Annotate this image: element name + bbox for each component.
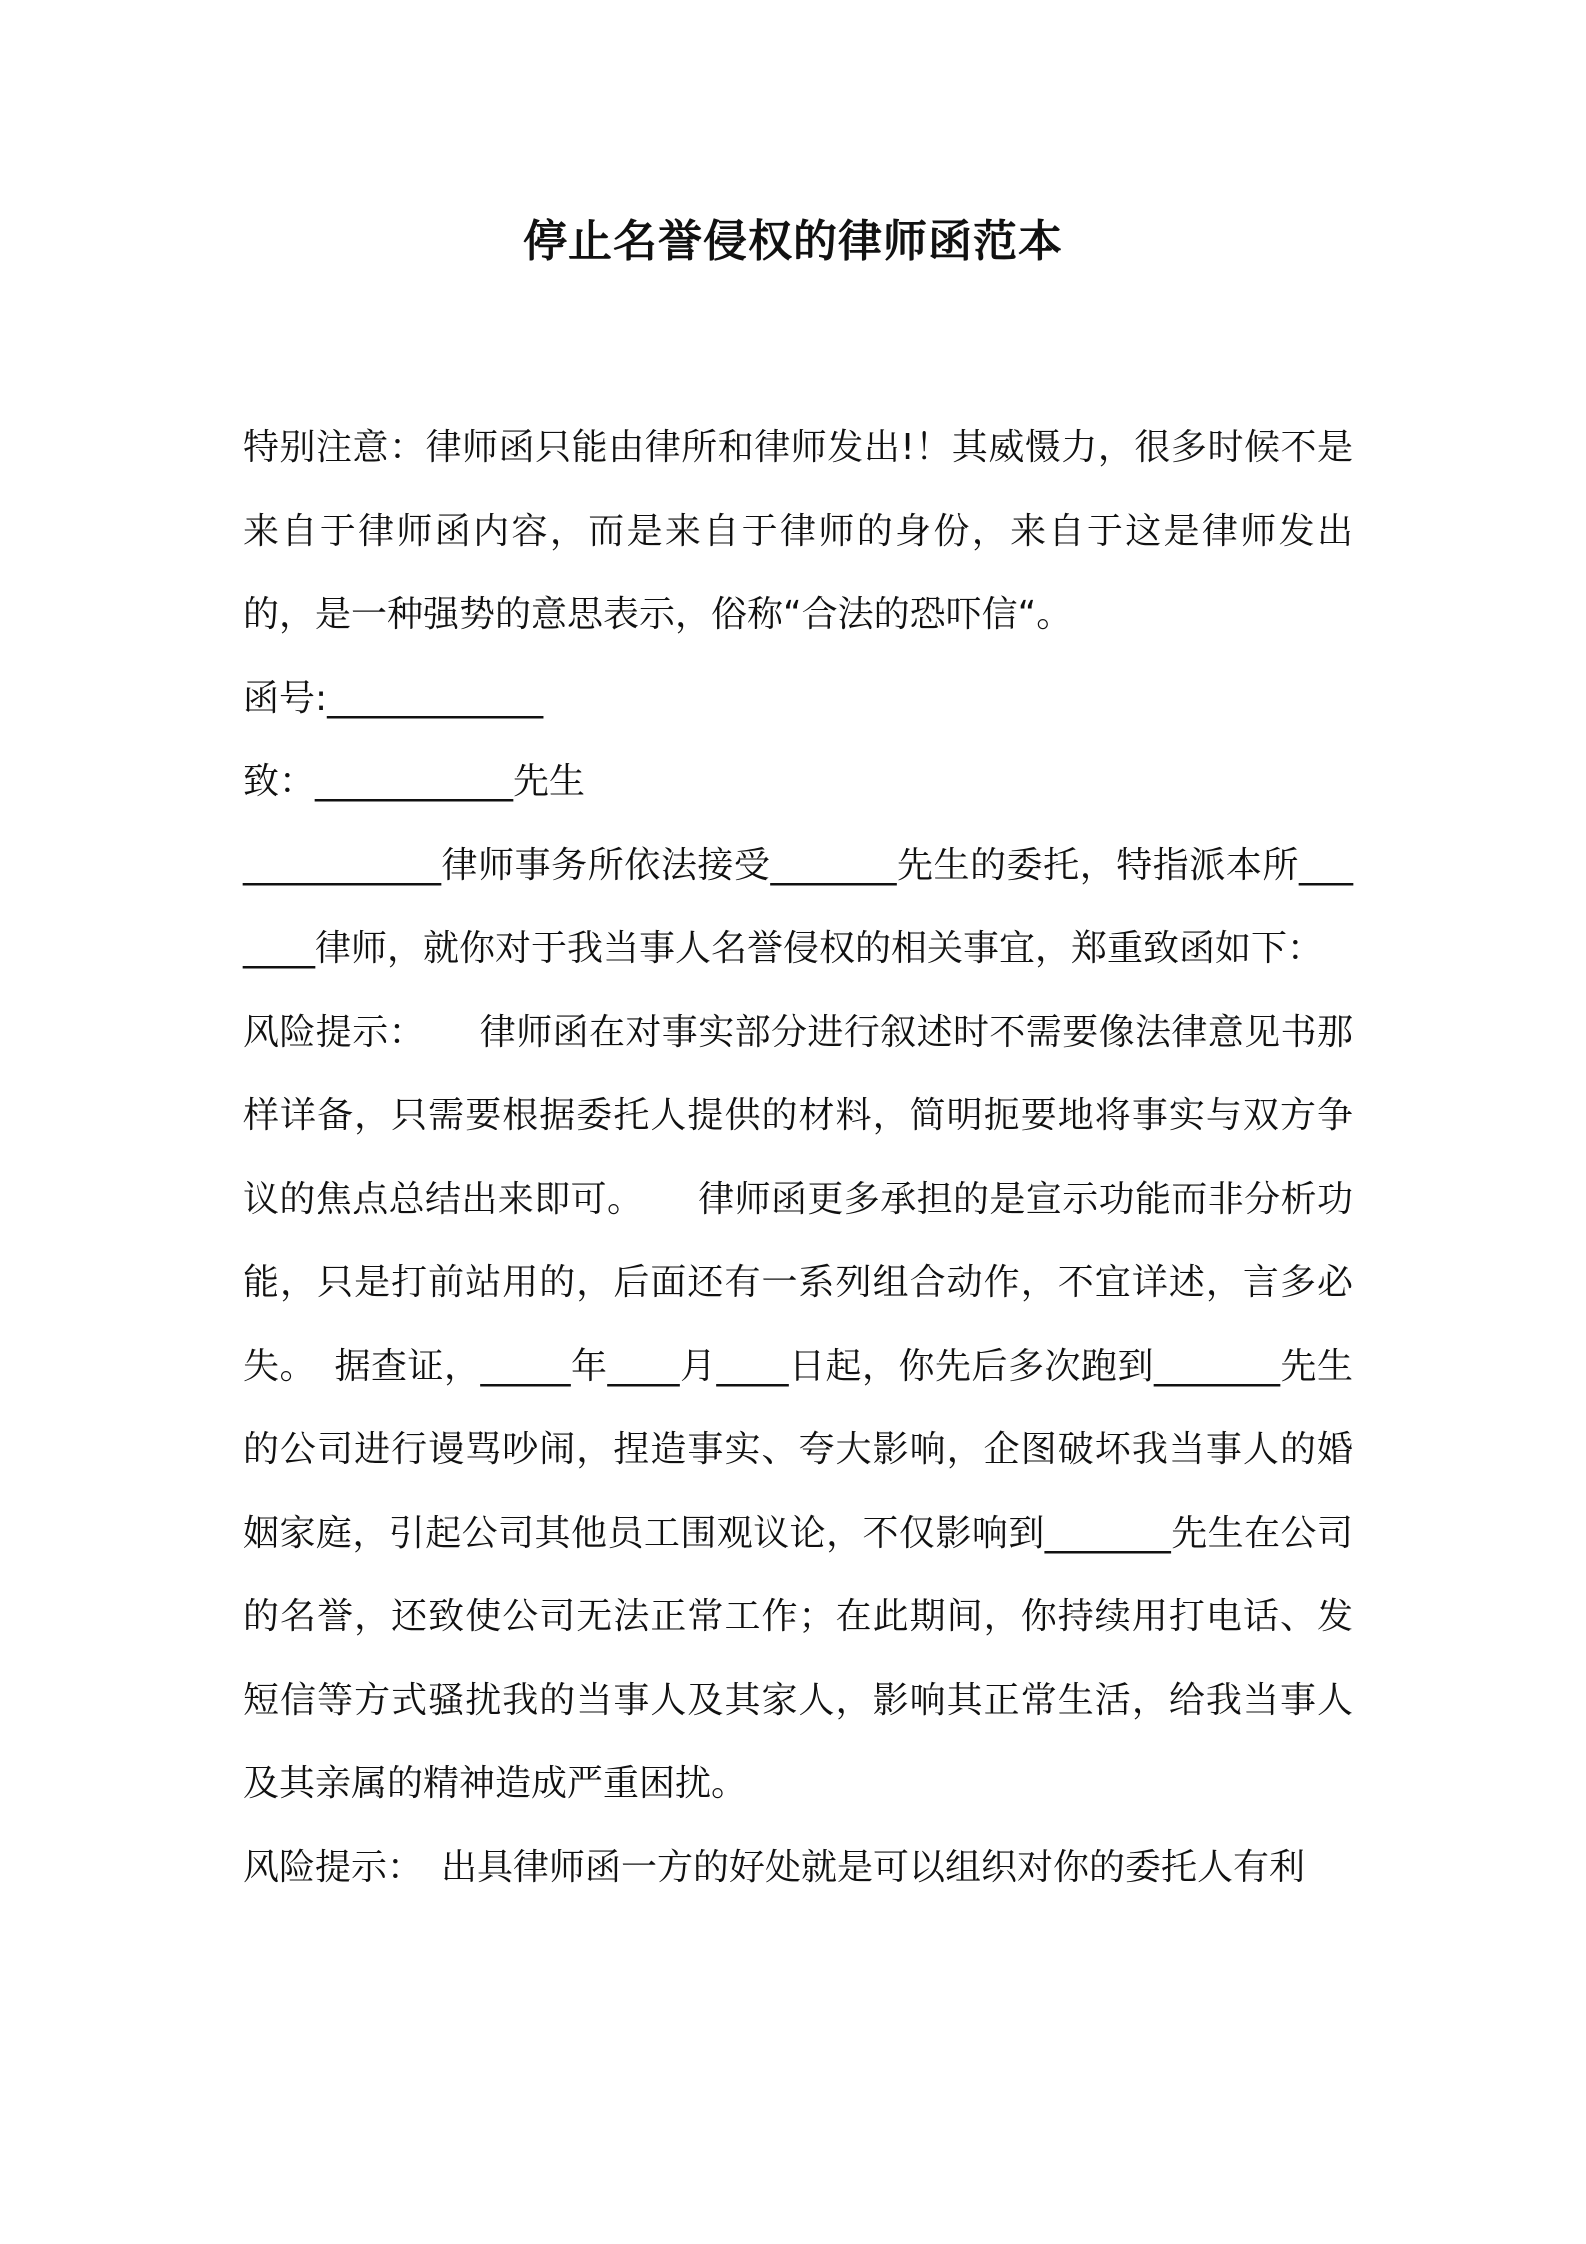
commission-paragraph: ___________律师事务所依法接受_______先生的委托，特指派本所_______律师，就你对于我当事人名誉侵权的相关事宜，郑重致函如下： <box>243 844 1353 969</box>
letter-number-line: 函号:____________ <box>243 677 544 719</box>
risk-notice-paragraph-1: 风险提示： 律师函在对事实部分进行叙述时不需要像法律意见书那样详备，只需要根据委托人提供的材料，简明扼要地将事实与双方争议的焦点总结出来即可。 律师函更多承担的是宣示功能而非分析功能，只是打前站用的，后面还有一系列组合动作，不宜详述，言多必失。 据查证，_____年____月____日起，你先后多次跑到_______先生的公司进行谩骂吵闹，捏造事实、夸大影响，企图破坏我当事人的婚姻家庭，引起公司其他员工围观议论，不仅影响到_______先生在公司的名誉，还致使公司无法正常工作；在此期间，你持续用打电话、发短信等方式骚扰我的当事人及其家人，影响其正常生活，给我当事人及其亲属的精神造成严重困扰。 <box>243 1011 1353 1804</box>
risk-notice-paragraph-2: 风险提示： 出具律师函一方的好处就是可以组织对你的委托人有利 <box>243 1846 1306 1888</box>
document-title: 停止名誉侵权的律师函范本 <box>523 216 1063 267</box>
recipient-line: 致：___________先生 <box>243 761 586 802</box>
document-body <box>243 406 1353 1909</box>
special-notice-paragraph: 特别注意：律师函只能由律所和律师发出!！其威慑力，很多时候不是来自于律师函内容，而是来自于律师的身份，来自于这是律师发出的，是一种强势的意思表示，俗称“合法的恐吓信“。 <box>243 427 1353 635</box>
